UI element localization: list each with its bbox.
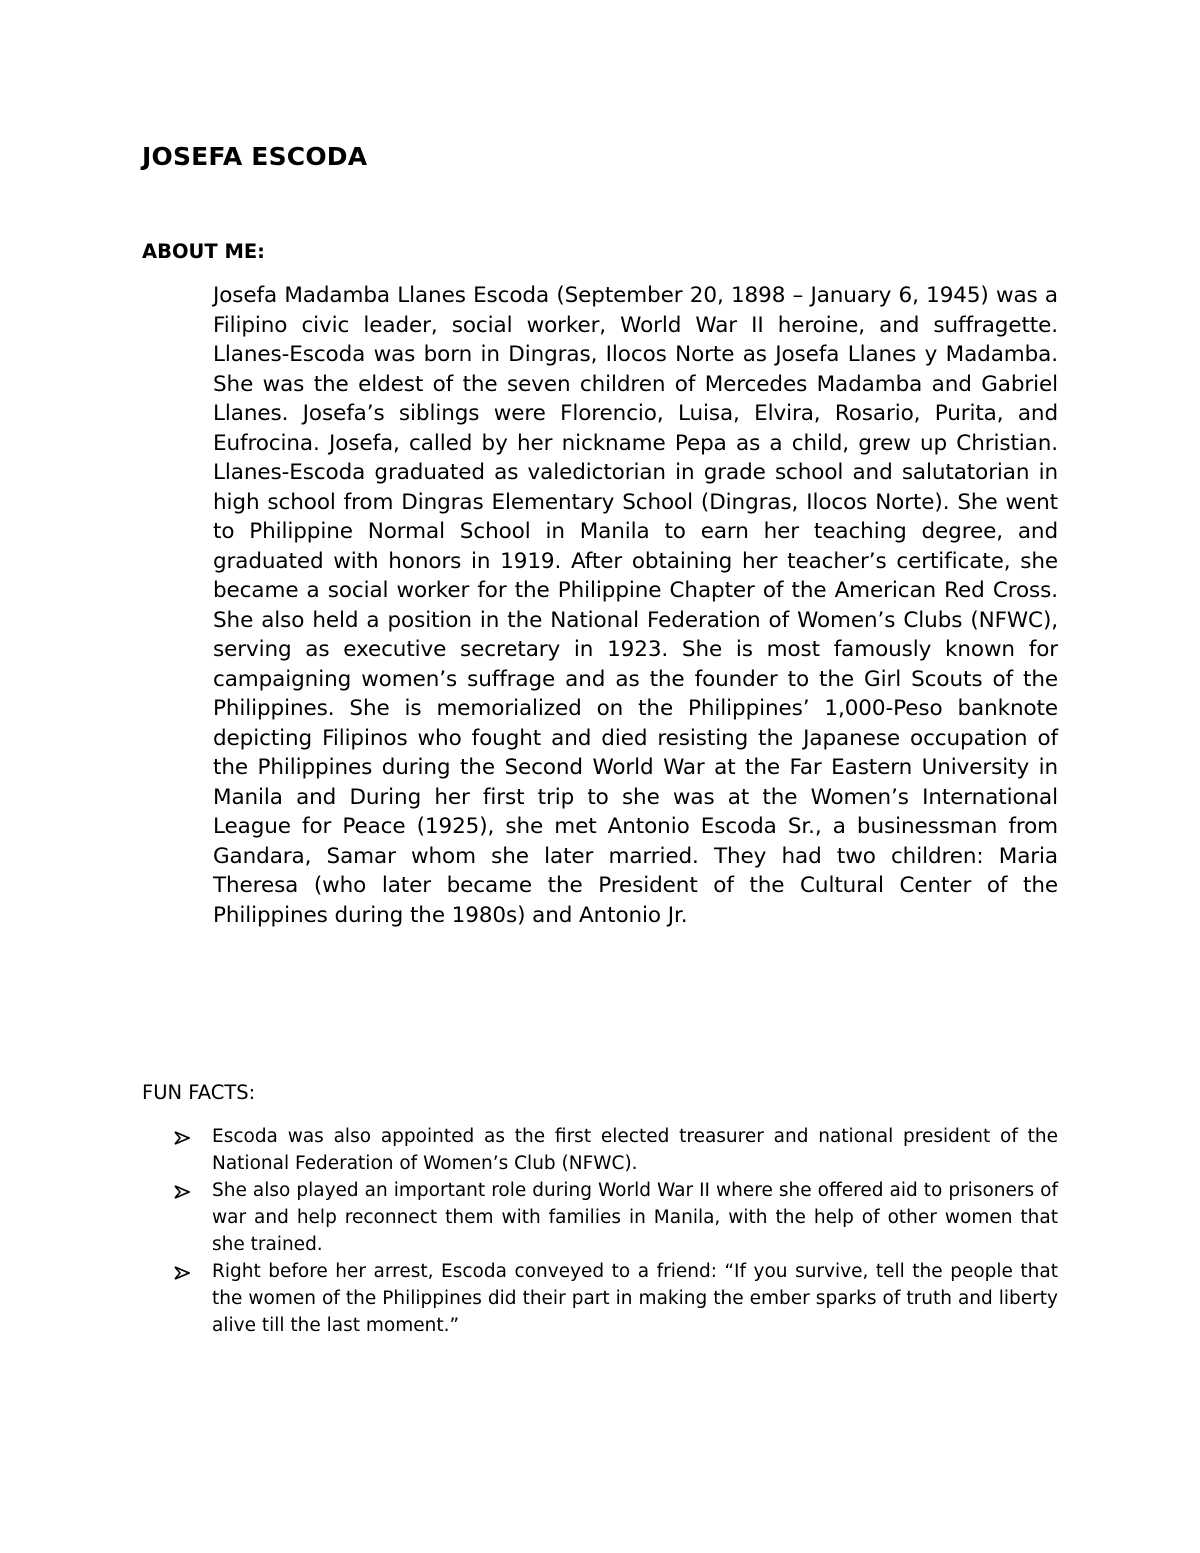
arrowhead-bullet-icon (174, 1185, 190, 1199)
fun-fact-text: Right before her arrest, Escoda conveyed to a friend: “If you survive, tell the people that the women of the Philippines did their part in making the ember sparks of truth and liberty alive till the last moment.” (212, 1261, 1058, 1336)
about-paragraph: Josefa Madamba Llanes Escoda (September 20, 1898 – January 6, 1945) was a Filipino civic leader, social worker, World War II heroine, and suffragette. Llanes-Escoda was born in Dingras, Ilocos Norte as Josefa Llanes y Madamba. She was the eldest of the seven children of Mercedes Madamba and Gabriel Llanes. Josefa’s siblings were Florencio, Luisa, Elvira, Rosario, Purita, and Eufrocina. Josefa, called by her nickname Pepa as a child, grew up Christian. Llanes-Escoda graduated as valedictorian in grade school and salutatorian in high school from Dingras Elementary School (Dingras, Ilocos Norte). She went to Philippine Normal School in Manila to earn her teaching degree, and graduated with honors in 1919. After obtaining her teacher’s certificate, she became a social worker for the Philippine Chapter of the American Red Cross. She also held a position in the National Federation of Women’s Clubs (NFWC), serving as executive secretary in 1923. She is most famously known for campaigning women’s suffrage and as the founder to the Girl Scouts of the Philippines. She is memorialized on the Philippines’ 1,000-Peso banknote depicting Filipinos who fought and died resisting the Japanese occupation of the Philippines during the Second World War at the Far Eastern University in Manila and During her first trip to she was at the Women’s International League for Peace (1925), she met Antonio Escoda Sr., a businessman from Gandara, Samar whom she later married. They had two children: Maria Theresa (who later became the President of the Cultural Center of the Philippines during the 1980s) and Antonio Jr. (213, 283, 1058, 928)
arrowhead-bullet-icon (174, 1131, 190, 1145)
fun-fact-item (172, 1123, 1058, 1177)
fun-fact-item (172, 1258, 1058, 1339)
document-title: JOSEFA ESCODA (142, 142, 368, 171)
fun-facts-heading: FUN FACTS: (142, 1081, 256, 1104)
fun-fact-text: Escoda was also appointed as the first elected treasurer and national president of the National Federation of Women’s Club (NFWC). (212, 1126, 1058, 1174)
fun-fact-text: She also played an important role during World War II where she offered aid to prisoners of war and help reconnect them with families in Manila, with the help of other women that she trained. (212, 1180, 1058, 1255)
fun-fact-item (172, 1177, 1058, 1258)
fun-facts-list (172, 1123, 1058, 1339)
about-heading: ABOUT ME: (142, 240, 265, 263)
arrowhead-bullet-icon (174, 1266, 190, 1280)
